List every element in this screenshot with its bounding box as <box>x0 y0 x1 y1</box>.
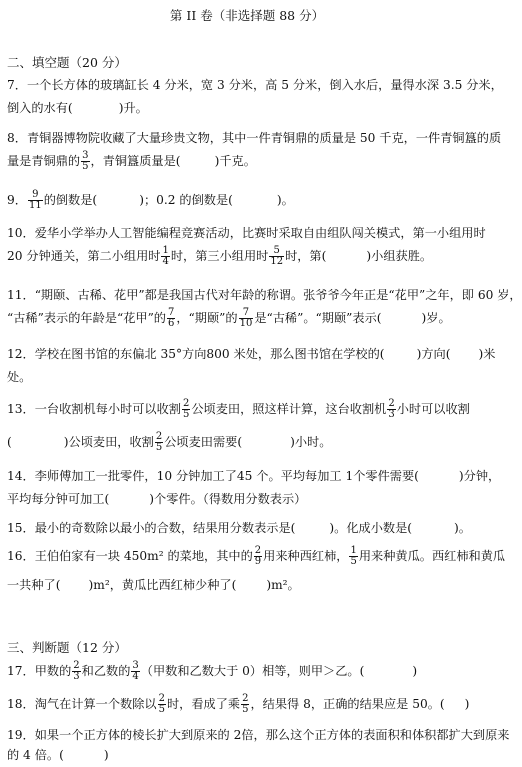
question-19-line-2: 的 4 倍。( ) <box>7 748 109 762</box>
fraction: $\frac{7}{6}$ <box>168 307 175 329</box>
question-15: 15．最小的奇数除以最小的合数，结果用分数表示是( )。化成小数是( )。 <box>7 521 471 535</box>
question-12-line-2: 处。 <box>7 370 32 384</box>
page-title: 第 II 卷（非选择题 88 分） <box>169 8 325 23</box>
question-17: 17．甲数的 $\frac{2}{3}$ 和乙数的 $\frac{3}{4}$ （甲数和乙数大于 0）相等，则甲＞乙。( ) <box>7 660 418 682</box>
fraction: $\frac{3}{5}$ <box>82 150 89 172</box>
question-13-line-2: ( )公顷麦田，收割 $\frac{2}{5}$ 公顷麦田需要( )小时。 <box>7 431 332 453</box>
fraction: $\frac{2}{5}$ <box>242 693 249 715</box>
fraction: $\frac{2}{3}$ <box>388 398 395 420</box>
question-19-line-1: 19．如果一个正方体的棱长扩大到原来的 2倍，那么这个正方体的表面积和体积都扩大到原来 <box>7 728 510 742</box>
question-14 <box>7 465 501 511</box>
question-14-line-1: 14．李师傅加工一批零件，10 分钟加工了45 个。平均每加工 1个零件需要( )分钟， <box>7 469 501 483</box>
question-16 <box>7 545 506 597</box>
question-7-line-2: 倒入的水有( )升。 <box>7 101 148 115</box>
fraction: $\frac{9}{11}$ <box>28 189 42 211</box>
fraction: $\frac{2}{5}$ <box>182 398 190 420</box>
question-10-line-1: 10．爱华小学举办人工智能编程竞赛活动，比赛时采取自由组队闯关模式，第一小组用时 <box>7 226 486 240</box>
fraction: $\frac{5}{12}$ <box>270 245 284 267</box>
fraction: $\frac{3}{4}$ <box>132 660 139 682</box>
question-12 <box>7 343 496 389</box>
question-10-line-2: 20 分钟通关，第二小组用时 $\frac{1}{4}$ 时，第三小组用时 $\frac{5}{12}$ 时，第( )小组获胜。 <box>7 245 433 267</box>
question-9: 9． $\frac{9}{11}$ 的倒数是( )；0.2 的倒数是( )。 <box>7 189 294 211</box>
question-7 <box>7 74 503 120</box>
question-8-line-2: 量是青铜鼎的 $\frac{3}{5}$ ，青铜簋质量是( )千克。 <box>7 150 256 172</box>
fraction: $\frac{2}{5}$ <box>158 693 165 715</box>
question-11-line-1: 11．“期颐、古稀、花甲”都是我国古代对年龄的称谓。张爷爷今年正是“花甲”之年，即 60 岁， <box>7 288 522 302</box>
question-16-line-1: 16．王伯伯家有一块 450m² 的菜地，其中的 $\frac{2}{9}$ 用来种西红柿， $\frac{1}{5}$ 用来种黄瓜。西红柿和黄瓜 <box>7 545 506 567</box>
question-12-line-1: 12．学校在图书馆的东偏北 35°方向800 米处，那么图书馆在学校的( )方向( )米 <box>7 347 496 361</box>
fraction: $\frac{1}{4}$ <box>162 245 169 267</box>
question-16-line-2: 一共种了( )m²，黄瓜比西红柿少种了( )m²。 <box>7 578 300 592</box>
question-8 <box>7 127 502 173</box>
section-heading-true-false: 三、判断题（12 分） <box>7 640 127 655</box>
question-19 <box>7 724 510 767</box>
fraction: $\frac{2}{3}$ <box>73 660 80 682</box>
fraction: $\frac{2}{9}$ <box>254 545 262 567</box>
question-18: 18．淘气在计算一个数除以 $\frac{2}{5}$ 时，看成了乘 $\frac{2}{5}$ ，结果得 8，正确的结果应是 50。( ) <box>7 693 470 715</box>
fraction: $\frac{7}{10}$ <box>239 307 253 329</box>
question-14-line-2: 平均每分钟可加工( )个零件。（得数用分数表示） <box>7 492 307 506</box>
question-13-line-1: 13．一台收割机每小时可以收割 $\frac{2}{5}$ 公顷麦田，照这样计算，这台收割机 $\frac{2}{3}$ 小时可以收割 <box>7 398 470 420</box>
fraction: $\frac{1}{5}$ <box>350 545 357 567</box>
question-7-line-1: 7．一个长方体的玻璃缸长 4 分米，宽 3 分米，高 5 分米，倒入水后，量得水深 3.5 分米， <box>7 78 503 92</box>
question-11-line-2: “古稀”表示的年龄是“花甲”的 $\frac{7}{6}$ ，“期颐”的 $\frac{7}{10}$ 是“古稀”。“期颐”表示( )岁。 <box>7 307 451 329</box>
question-8-line-1: 8．青铜器博物院收藏了大量珍贵文物，其中一件青铜鼎的质量是 50 千克，一件青铜簋的质 <box>7 131 502 145</box>
fraction: $\frac{2}{5}$ <box>155 431 163 453</box>
question-13 <box>7 398 491 454</box>
question-11 <box>7 284 522 330</box>
section-heading-fill-blank: 二、填空题（20 分） <box>7 55 127 70</box>
question-10 <box>7 222 491 268</box>
